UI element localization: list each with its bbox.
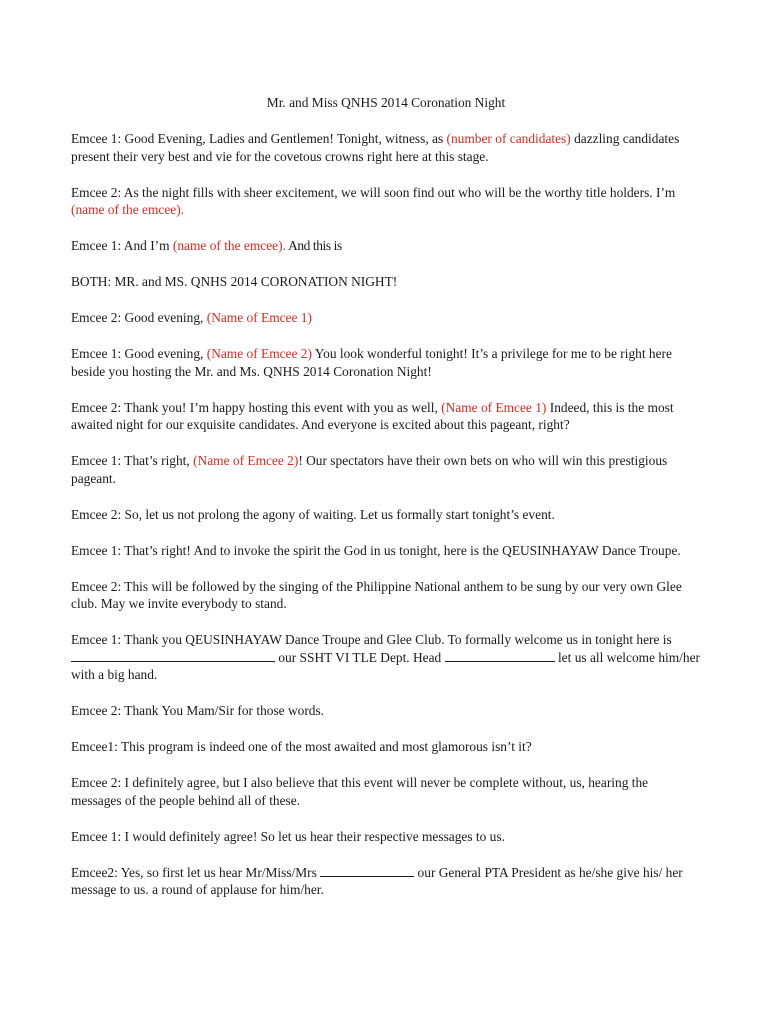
placeholder-number-of-candidates: (number of candidates) xyxy=(446,131,571,146)
paragraph-16: Emcee 1: I would definitely agree! So let us hear their respective messages to us. xyxy=(71,828,505,844)
text: Emcee 2: Good evening, xyxy=(71,310,207,325)
placeholder-emcee-name: (name of the emcee). xyxy=(71,202,185,217)
paragraph-4: BOTH: MR. and MS. QNHS 2014 CORONATION NIGHT! xyxy=(71,274,398,289)
text: Emcee2: Yes, so first let us hear Mr/Miss/Mrs xyxy=(71,864,321,880)
document-title: Mr. and Miss QNHS 2014 Coronation Night xyxy=(266,95,506,110)
paragraph-17 xyxy=(71,864,701,899)
fill-in-blank xyxy=(320,864,414,877)
text: Indeed, this is the most awaited night for our exquisite candidates. And everyone is excited about this pageant, right? xyxy=(71,399,674,432)
placeholder-emcee-1: (Name of Emcee 1) xyxy=(441,399,547,415)
placeholder-emcee-1: (Name of Emcee 1) xyxy=(206,310,312,325)
paragraph-5 xyxy=(71,309,701,327)
paragraph-10: Emcee 1: That’s right! And to invoke the spirit the God in us tonight, here is the QEUSINHAYAW Dance Troupe. xyxy=(71,542,681,558)
paragraph-13: Emcee 2: Thank You Mam/Sir for those words. xyxy=(71,703,325,718)
placeholder-emcee-2: (Name of Emcee 2) xyxy=(193,453,299,468)
text: let us all welcome him/her with a big hand. xyxy=(71,649,701,682)
text: And this is xyxy=(285,238,342,253)
text: dazzling candidates present their very best and vie for the covetous crowns right here at this stage. xyxy=(71,131,680,164)
paragraph-9: Emcee 2: So, let us not prolong the agony of waiting. Let us formally start tonight’s event. xyxy=(71,506,555,522)
fill-in-blank xyxy=(71,649,275,662)
text: Emcee 1: Good evening, xyxy=(71,346,207,361)
text: Emcee 1: And I’m xyxy=(71,238,173,253)
paragraph-14: Emcee1: This program is indeed one of the most awaited and most glamorous isn’t it? xyxy=(71,739,532,754)
text: Emcee 2: As the night fills with sheer excitement, we will soon find out who will be the worthy title holders. I’m xyxy=(71,184,676,200)
paragraph-12 xyxy=(71,631,701,684)
document-page xyxy=(71,94,701,917)
text: our SSHT VI TLE Dept. Head xyxy=(275,649,445,665)
paragraph-6 xyxy=(71,345,701,380)
text: You look wonderful tonight! It’s a privilege for me to be right here beside you hosting the Mr. and Ms. QNHS 2014 Coronation Night! xyxy=(71,346,672,379)
text: Emcee 2: Thank you! I’m happy hosting this event with you as well, xyxy=(71,399,442,415)
paragraph-1 xyxy=(71,130,701,165)
paragraph-11: Emcee 2: This will be followed by the singing of the Philippine National anthem to be sung by our very own Glee club. May we invite everybody to stand. xyxy=(71,578,682,611)
paragraph-3 xyxy=(71,237,701,255)
placeholder-emcee-name: (name of the emcee). xyxy=(172,238,286,253)
text: Emcee 1: That’s right, xyxy=(71,453,194,468)
text: Emcee 1: Good Evening, Ladies and Gentlemen! Tonight, witness, as xyxy=(71,131,447,146)
text: our General PTA President as he/she give his/ her message to us. a round of applause for him/her. xyxy=(71,864,683,897)
paragraph-15: Emcee 2: I definitely agree, but I also believe that this event will never be complete without, us, hearing the messages of the people behind all of these. xyxy=(71,775,649,808)
placeholder-emcee-2: (Name of Emcee 2) xyxy=(206,346,312,361)
paragraph-7 xyxy=(71,399,701,434)
text: Emcee 1: Thank you QEUSINHAYAW Dance Troupe and Glee Club. To formally welcome us in tonight here is xyxy=(71,632,672,647)
fill-in-blank xyxy=(445,649,555,662)
text: ! Our spectators have their own bets on who will win this prestigious pageant. xyxy=(71,453,668,486)
paragraph-8 xyxy=(71,452,701,487)
paragraph-2 xyxy=(71,184,701,219)
